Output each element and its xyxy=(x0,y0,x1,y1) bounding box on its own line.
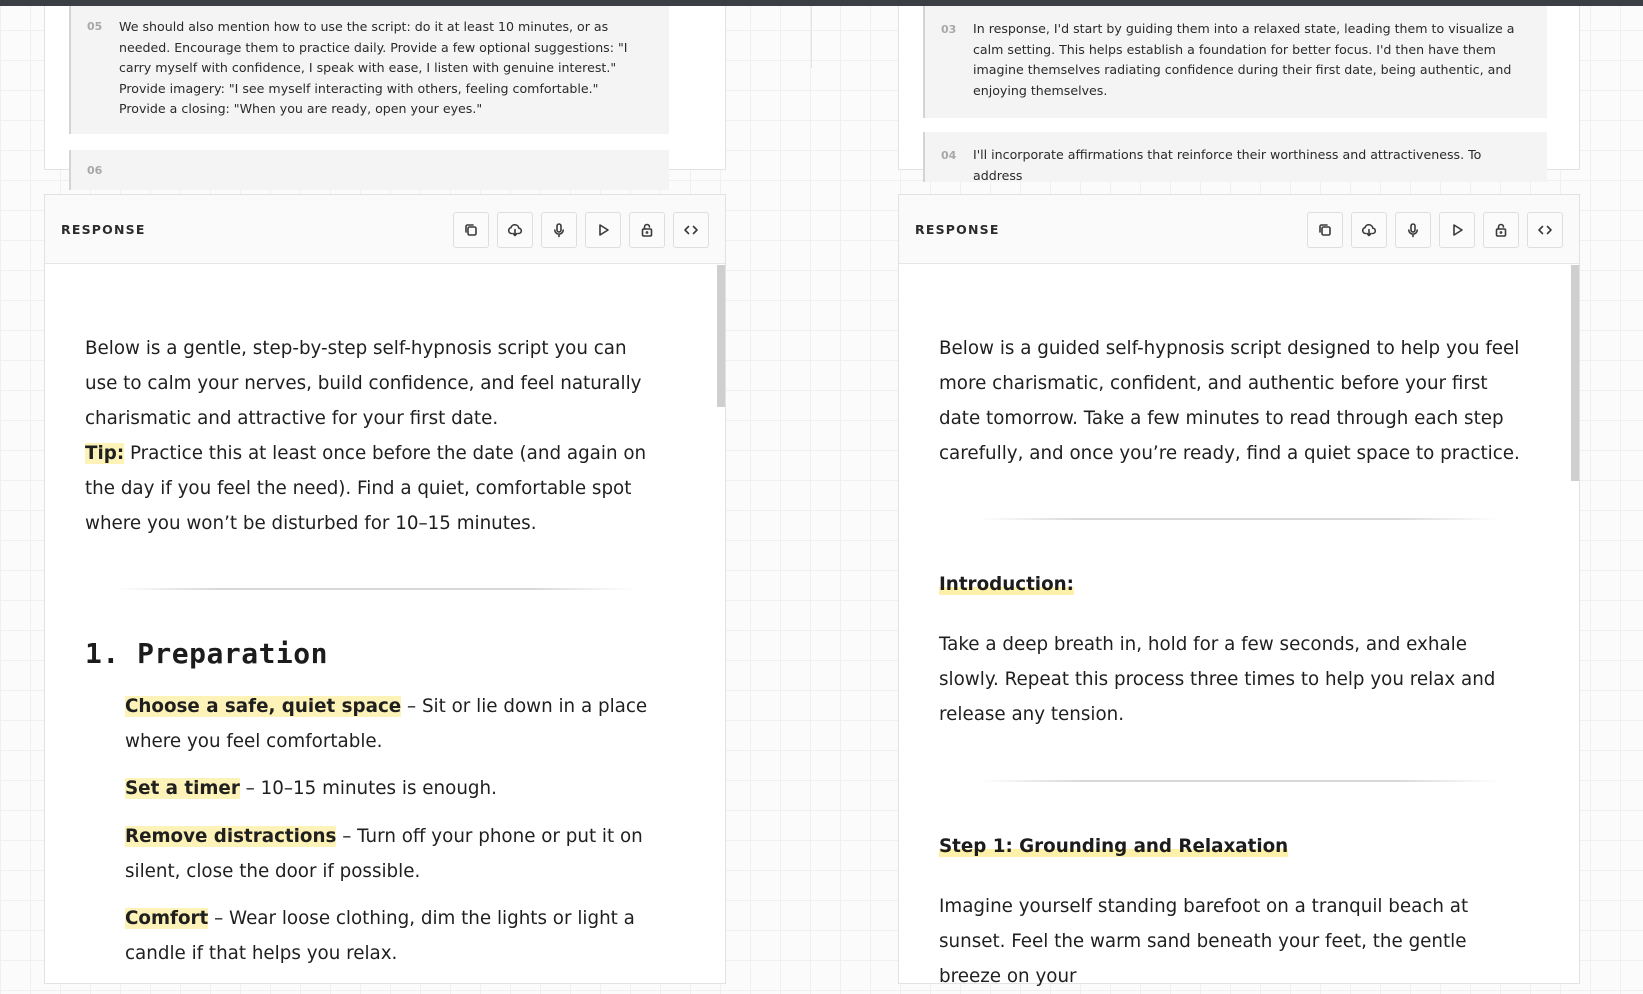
step-text: In response, I'd start by guiding them into a relaxed state, leading them to visualize a calm setting. This helps establish a foundation for better focus. I'd then have them imagine themselves radiating confidence during their first date, being authentic, and enjoying themselves. xyxy=(973,21,1515,98)
download-button[interactable] xyxy=(497,212,533,248)
lock-button[interactable] xyxy=(1483,212,1519,248)
code-button[interactable] xyxy=(673,212,709,248)
reasoning-step xyxy=(69,6,669,134)
list-item xyxy=(125,819,665,889)
response-header xyxy=(45,195,725,264)
code-button[interactable] xyxy=(1527,212,1563,248)
tip-text: Practice this at least once before the date (and again on the day if you feel the need). Find a quiet, comfortable spot where you won’t be disturbed for 10–15 minutes. xyxy=(85,443,647,534)
reasoning-step xyxy=(69,150,669,190)
scrollbar-thumb[interactable] xyxy=(717,265,725,407)
section-divider xyxy=(115,588,635,590)
code-icon xyxy=(683,222,699,238)
copy-button[interactable] xyxy=(1307,212,1343,248)
microphone-button[interactable] xyxy=(1395,212,1431,248)
step-number: 06 xyxy=(87,164,103,177)
step-number: 03 xyxy=(941,23,957,36)
lock-icon xyxy=(639,222,655,238)
list-item xyxy=(125,771,665,806)
step1-title: Step 1: Grounding and Relaxation xyxy=(939,836,1289,857)
item-text: – Turn off your phone or put it on silent, close the door if possible. xyxy=(125,826,643,882)
play-button[interactable] xyxy=(1439,212,1475,248)
item-label: Comfort xyxy=(125,908,209,929)
copy-icon xyxy=(1317,222,1333,238)
play-button[interactable] xyxy=(585,212,621,248)
download-icon xyxy=(507,222,523,238)
item-text: – 10–15 minutes is enough. xyxy=(239,778,497,799)
section-divider xyxy=(979,780,1499,782)
response-toolbar xyxy=(453,212,709,248)
microphone-icon xyxy=(551,222,567,238)
section-divider xyxy=(979,518,1499,520)
left-response-panel[interactable] xyxy=(44,194,726,984)
divider-line xyxy=(811,6,812,68)
download-button[interactable] xyxy=(1351,212,1387,248)
item-text: – Wear loose clothing, dim the lights or light a candle if that helps you relax. xyxy=(125,908,635,964)
right-reasoning-panel[interactable] xyxy=(898,6,1580,183)
step-number: 04 xyxy=(941,149,957,162)
item-label: Remove distractions xyxy=(125,826,337,847)
right-response-panel[interactable] xyxy=(898,194,1580,987)
item-label: Choose a safe, quiet space xyxy=(125,696,402,717)
step-text: I'll incorporate affirmations that reinforce their worthiness and attractiveness. To address xyxy=(973,147,1482,183)
response-intro: Below is a guided self-hypnosis script designed to help you feel more charismatic, confident, and authentic before your first date tomorrow. Take a few minutes to read through each step carefully, and once you’re ready, find a quiet space to practice. xyxy=(939,338,1520,464)
item-text: – Sit or lie down in a place where you feel comfortable. xyxy=(125,696,648,752)
list-item xyxy=(125,689,665,759)
tip-label: Tip: xyxy=(85,443,125,464)
microphone-icon xyxy=(1405,222,1421,238)
step-text: We should also mention how to use the script: do it at least 10 minutes, or as needed. Encourage them to practice daily. Provide a few optional suggestions: "I carry myself with confidence, I speak with ease, I listen with genuine interest." Provide imagery: "I see myself interacting with others, feeling comfortable." Provide a closing: "When you are ready, open your eyes." xyxy=(119,19,628,116)
item-label: Set a timer xyxy=(125,778,240,799)
response-tip xyxy=(85,436,655,541)
section-title: 1. Preparation xyxy=(85,637,329,670)
list-item xyxy=(125,901,665,971)
lock-button[interactable] xyxy=(629,212,665,248)
left-reasoning-panel[interactable] xyxy=(44,6,726,177)
step-number: 05 xyxy=(87,20,103,33)
play-icon xyxy=(1449,222,1465,238)
introduction-text: Take a deep breath in, hold for a few seconds, and exhale slowly. Repeat this process three times to help you relax and release any tension. xyxy=(939,634,1496,725)
play-icon xyxy=(595,222,611,238)
code-icon xyxy=(1537,222,1553,238)
download-icon xyxy=(1361,222,1377,238)
response-header xyxy=(899,195,1579,264)
copy-button[interactable] xyxy=(453,212,489,248)
reasoning-step xyxy=(923,6,1547,118)
response-intro: Below is a gentle, step-by-step self-hypnosis script you can use to calm your nerves, build confidence, and feel naturally charismatic and attractive for your first date. xyxy=(85,338,642,429)
microphone-button[interactable] xyxy=(541,212,577,248)
copy-icon xyxy=(463,222,479,238)
scrollbar-thumb[interactable] xyxy=(1571,265,1579,481)
step1-text: Imagine yourself standing barefoot on a tranquil beach at sunset. Feel the warm sand beneath your feet, the gentle breeze on your xyxy=(939,896,1469,987)
introduction-title: Introduction: xyxy=(939,574,1074,595)
response-toolbar xyxy=(1307,212,1563,248)
reasoning-step xyxy=(923,132,1547,182)
response-label: RESPONSE xyxy=(61,222,146,237)
response-label: RESPONSE xyxy=(915,222,1000,237)
lock-icon xyxy=(1493,222,1509,238)
